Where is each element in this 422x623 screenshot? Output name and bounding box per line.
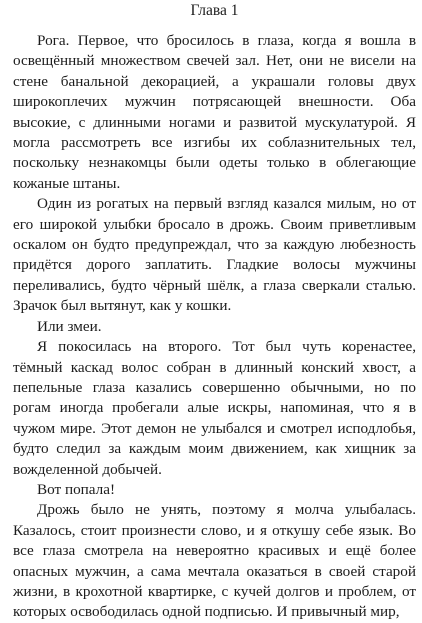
book-page [13, 0, 416, 621]
paragraph: Или змеи. [37, 317, 102, 335]
paragraph: Дрожь было не унять, поэтому я молча улыбалась. Казалось, стоит произнести слово, и я откушу себе язык. Во все глаза смотрела на невероятно красивых и ещё более опасных мужчин, а сама мечтала оказаться в своей старой жизни, в крохотной квартирке, с кучей долгов и проблем, от которых освободилась одной подписью. И привычный мир, [13, 501, 416, 621]
paragraph: Один из рогатых на первый взгляд казался милым, но от его широкой улыбки бросало в дрожь. Своим приветливым оскалом он будто предупреждал, что за каждую любезность придётся дорого заплатить. Гладкие волосы мужчины переливались, будто чёрный шёлк, а глаза сверкали сталью. Зрачок был вытянут, как у кошки. [13, 195, 416, 315]
paragraph: Я покосилась на второго. Тот был чуть коренастее, тёмный каскад волос собран в длинный конский хвост, а пепельные глаза казались совершенно обычными, но по рогам иногда пробегали алые искры, напоминая, что я в чужом мире. Этот демон не улыбался и смотрел исподлобья, будто следил за каждым моим движением, как хищник за вожделенной добычей. [13, 338, 416, 478]
chapter-title: Глава 1 [190, 2, 239, 19]
paragraph: Вот попала! [37, 480, 116, 498]
chapter-text [13, 31, 416, 623]
paragraph: Рога. Первое, что бросилось в глаза, когда я вошла в освещённый множеством свечей зал. Нет, они не висели на стене банальной декорацией, а украшали головы двух широкоплечих мужчин потрясающей внешности. Оба высокие, с длинными ногами и развитой мускулатурой. Я могла рассмотреть все изгибы их соблазнительных тел, поскольку незнакомцы были одеты только в облегающие кожаные штаны. [13, 32, 416, 192]
